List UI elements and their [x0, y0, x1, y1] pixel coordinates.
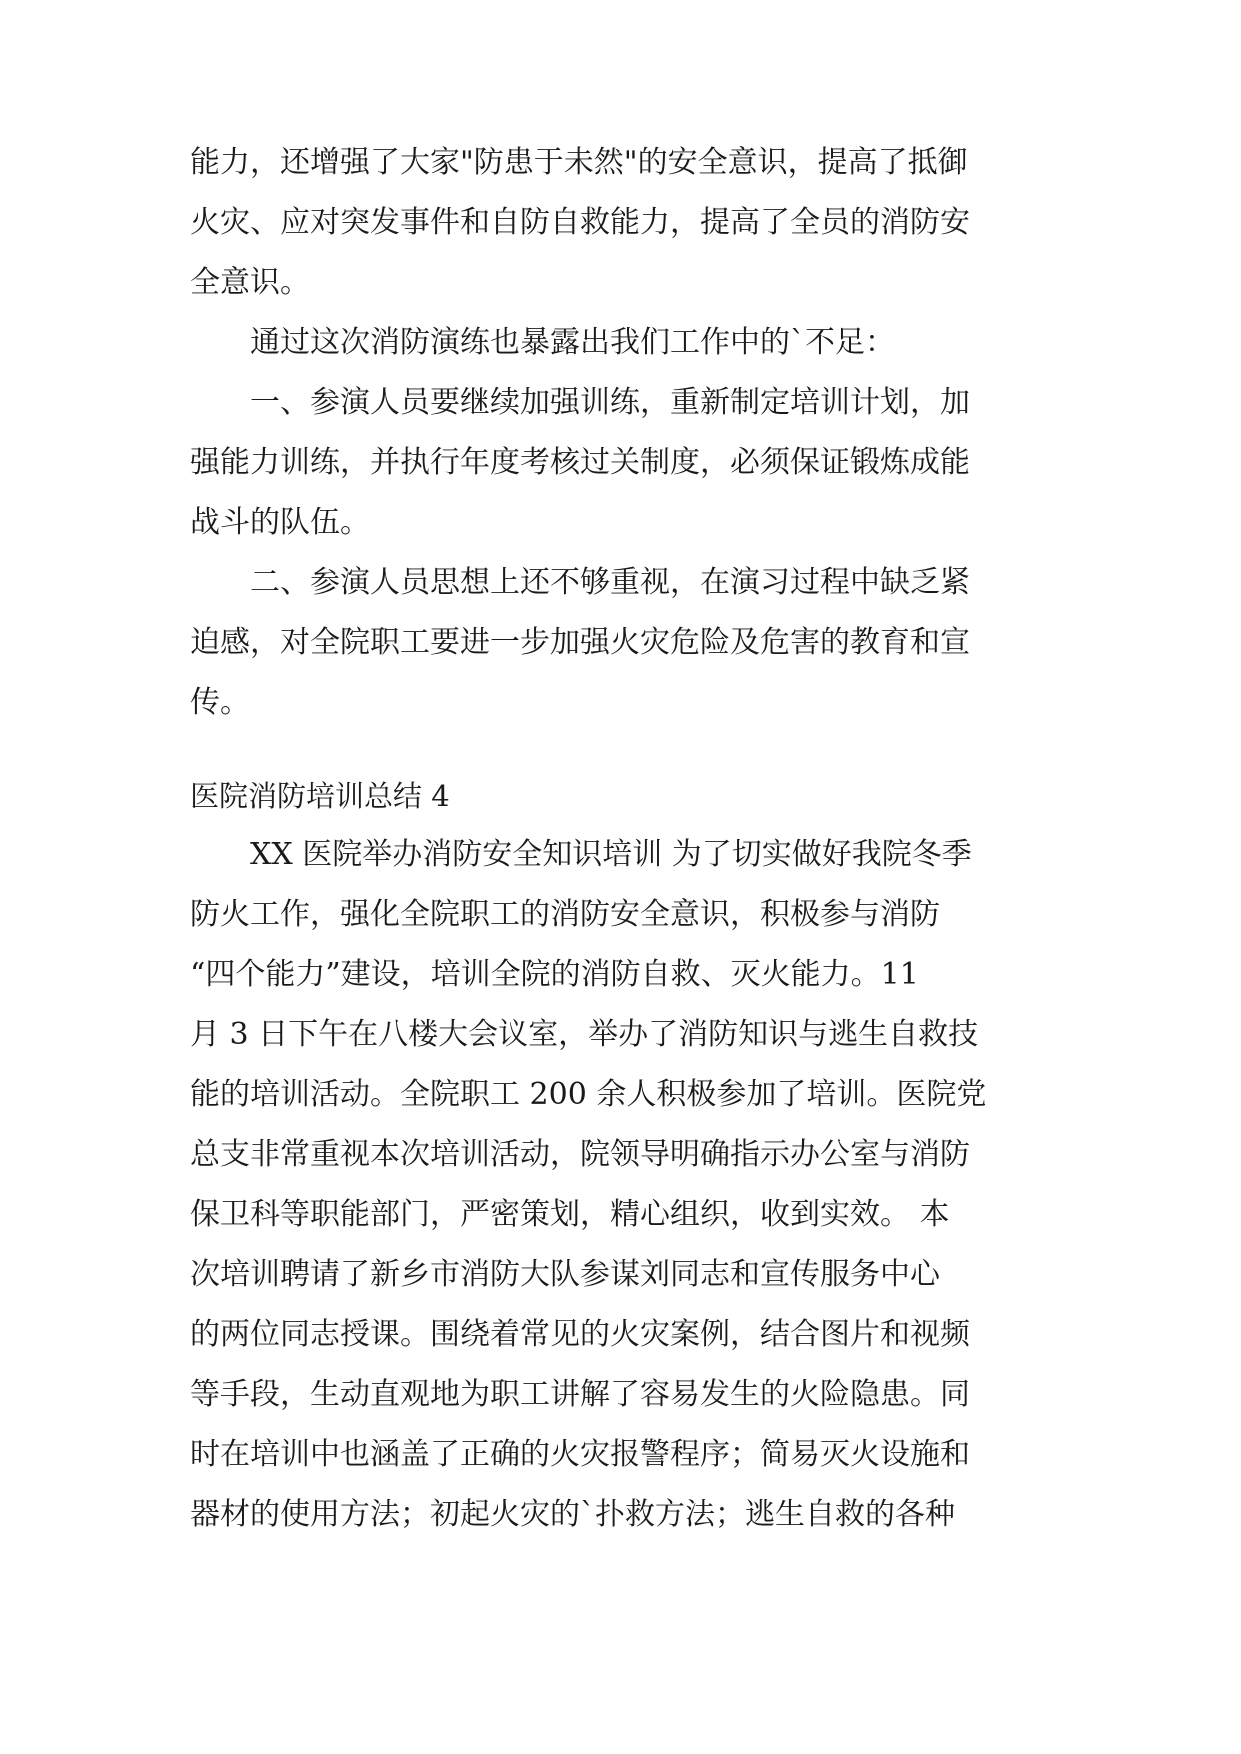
paragraph-line: 强能力训练，并执行年度考核过关制度，必须保证锻炼成能	[190, 445, 970, 480]
body-line: 时在培训中也涵盖了正确的火灾报警程序；简易灭火设施和	[190, 1437, 970, 1472]
paragraph-line: 一、参演人员要继续加强训练，重新制定培训计划，加	[190, 385, 970, 420]
body-line: XX 医院举办消防安全知识培训 为了切实做好我院冬季	[190, 837, 972, 872]
body-line: 月 3 日下午在八楼大会议室，举办了消防知识与逃生自救技	[190, 1017, 979, 1052]
body-line: 等手段，生动直观地为职工讲解了容易发生的火险隐患。同	[190, 1377, 970, 1412]
paragraph-line: 战斗的队伍。	[190, 505, 370, 540]
body-line: 的两位同志授课。围绕着常见的火灾案例，结合图片和视频	[190, 1317, 970, 1352]
body-line: 防火工作，强化全院职工的消防安全意识，积极参与消防	[190, 897, 940, 932]
body-line: 总支非常重视本次培训活动，院领导明确指示办公室与消防	[190, 1137, 970, 1172]
paragraph-line: 迫感，对全院职工要进一步加强火灾危险及危害的教育和宣	[190, 625, 970, 660]
body-line: 器材的使用方法；初起火灾的`扑救方法；逃生自救的各种	[190, 1497, 955, 1532]
body-line: 保卫科等职能部门，严密策划，精心组织，收到实效。 本	[190, 1197, 950, 1232]
body-line: 能的培训活动。全院职工 200 余人积极参加了培训。医院党	[190, 1077, 987, 1112]
paragraph-line: 二、参演人员思想上还不够重视，在演习过程中缺乏紧	[190, 565, 970, 600]
section-heading: 医院消防培训总结 4	[190, 779, 450, 813]
body-line: “四个能力”建设，培训全院的消防自救、灭火能力。11	[190, 957, 919, 992]
paragraph-line: 全意识。	[190, 265, 310, 300]
paragraph-line: 传。	[190, 685, 250, 720]
paragraph-line: 能力，还增强了大家"防患于未然"的安全意识，提高了抵御	[190, 145, 968, 180]
body-line: 次培训聘请了新乡市消防大队参谋刘同志和宣传服务中心	[190, 1257, 940, 1292]
paragraph-line: 火灾、应对突发事件和自防自救能力，提高了全员的消防安	[190, 205, 970, 240]
paragraph-line: 通过这次消防演练也暴露出我们工作中的`不足：	[190, 325, 895, 360]
